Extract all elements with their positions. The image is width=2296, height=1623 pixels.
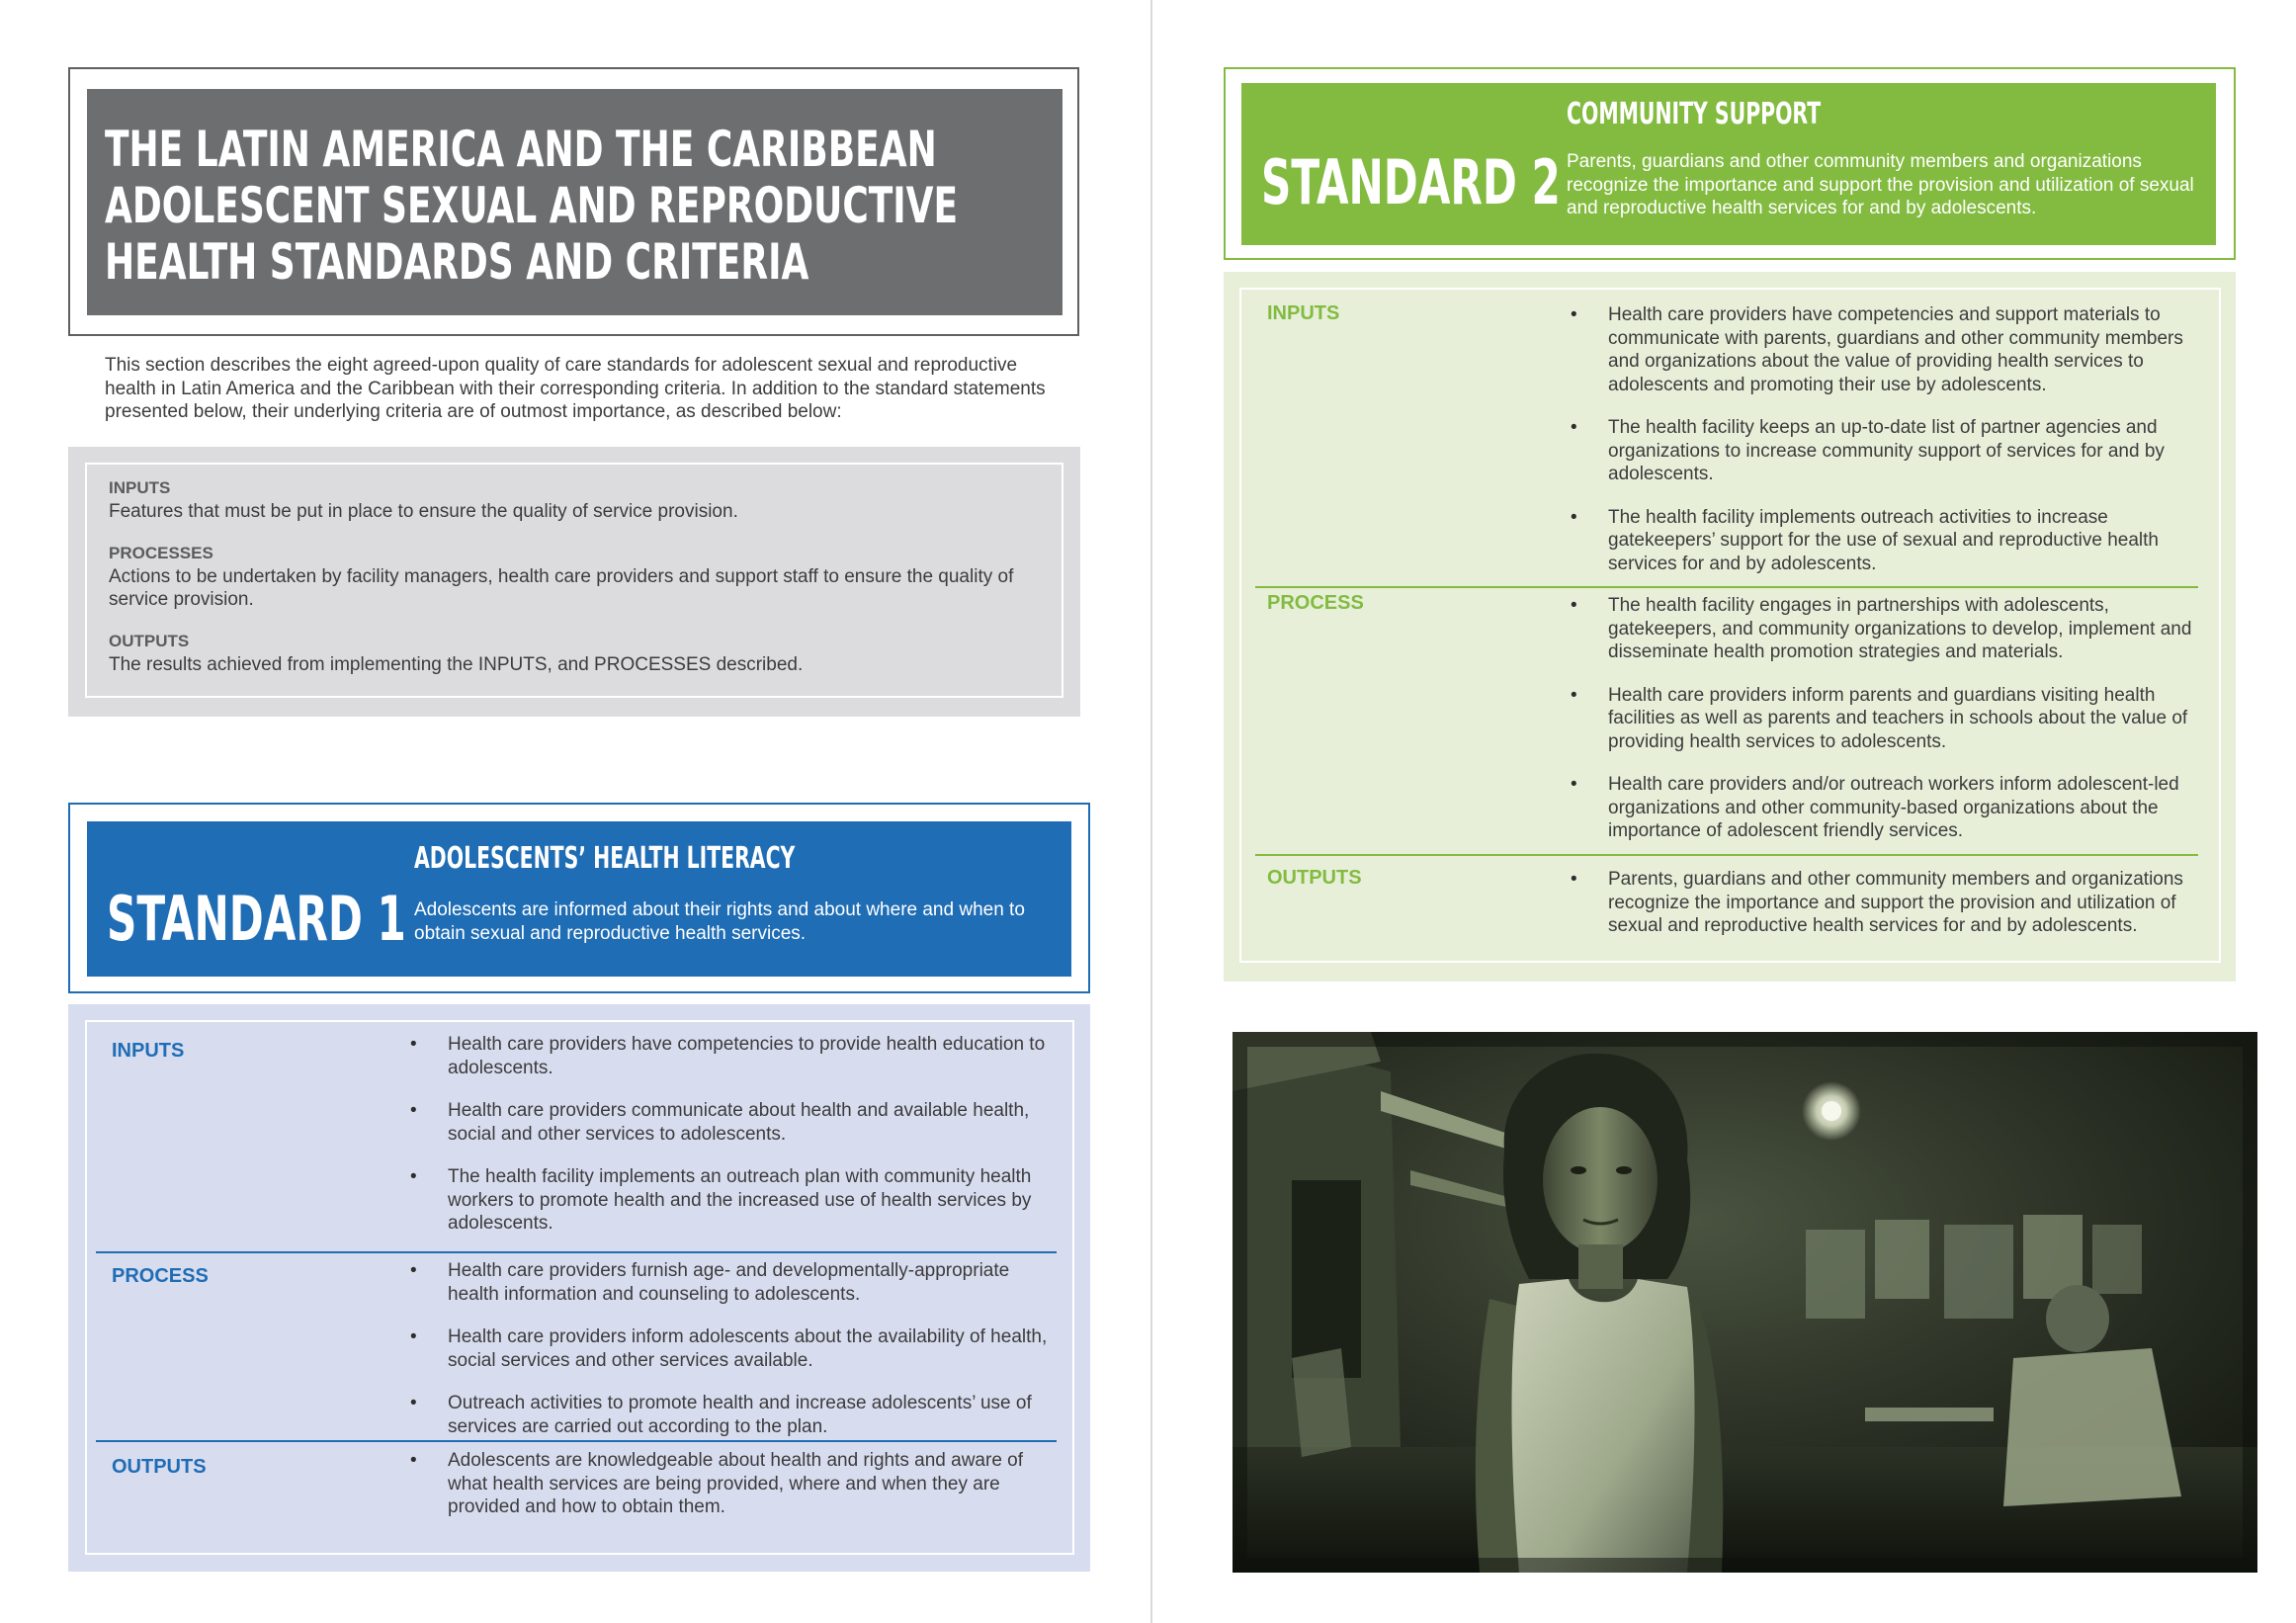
standard2-separator-1	[1255, 586, 2198, 588]
standard1-process-label: PROCESS	[112, 1265, 209, 1287]
standard1-heading: ADOLESCENTS’ HEALTH LITERACY	[414, 841, 796, 876]
bullet-icon: •	[410, 1326, 417, 1347]
list-item: • Health care providers inform parents and guardians visiting health facilities as well as parents and teachers in schools about the value of providing health services to adolescents.	[1571, 684, 2188, 752]
title-banner	[87, 89, 1063, 315]
bullet-icon: •	[410, 1100, 417, 1121]
standard1-separator-1	[96, 1251, 1057, 1253]
bullet-icon: •	[410, 1450, 417, 1471]
standard1-number: STANDARD 1	[107, 883, 406, 955]
page-spine-divider	[1150, 0, 1152, 1623]
bullet-icon: •	[1571, 506, 1577, 528]
standard1-description: Adolescents are informed about their rights and about where and when to obtain sexual and reproductive health services.	[414, 899, 1025, 944]
list-item: • Health care providers inform adolescents about the availability of health, social services and other services available.	[410, 1326, 1048, 1371]
standard2-inputs-label: INPUTS	[1267, 302, 1340, 324]
list-item: • Outreach activities to promote health and increase adolescents’ use of services are carried out according to the plan.	[410, 1393, 1032, 1437]
definition-processes-label: PROCESSES	[109, 543, 213, 562]
standard2-number: STANDARD 2	[1261, 146, 1561, 218]
bullet-icon: •	[1571, 595, 1577, 616]
intro-paragraph: This section describes the eight agreed-upon quality of care standards for adolescent sexual and reproductive health in Latin America and the Caribbean with their corresponding criteria. In addition to the standard statements presented below, their underlying criteria are of outmost importance, as described below:	[105, 355, 1046, 422]
standard1-outputs-label: OUTPUTS	[112, 1456, 207, 1478]
standard1-outputs-list	[410, 1449, 1053, 1519]
standard2-banner	[1241, 83, 2216, 245]
list-item: • Health care providers have competencies and support materials to communicate with parents, guardians and other community members and organizations about the value of providing health services to adolescents and promoting their use by adolescents.	[1571, 304, 2183, 395]
bullet-icon: •	[1571, 869, 1577, 890]
photo-girl	[1233, 1032, 2257, 1573]
bullet-icon: •	[1571, 304, 1577, 325]
standard1-inputs-label: INPUTS	[112, 1040, 185, 1062]
photo-illustration	[1233, 1032, 2257, 1573]
list-item: • The health facility implements outreach activities to increase gatekeepers’ support for the use of sexual and reproductive health services for and by adolescents.	[1571, 506, 2159, 574]
list-item: • The health facility engages in partnerships with adolescents, gatekeepers, and community organizations to develop, implement and disseminate health promotion strategies and materials.	[1571, 595, 2192, 662]
list-item: • The health facility keeps an up-to-date list of partner agencies and organizations to increase community support of services for and by adolescents.	[1571, 417, 2165, 484]
page-title: THE LATIN AMERICA AND THE CARIBBEAN ADOLESCENT SEXUAL AND REPRODUCTIVE HEALTH STANDARDS AND CRITERIA	[105, 121, 959, 291]
definition-inputs-text: Features that must be put in place to ensure the quality of service provision.	[109, 501, 738, 522]
list-item: • Health care providers and/or outreach workers inform adolescent-led organizations and other community-based organizations about the importance of adolescent friendly services.	[1571, 774, 2179, 841]
bullet-icon: •	[1571, 774, 1577, 795]
bullet-icon: •	[410, 1260, 417, 1281]
standard2-heading: COMMUNITY SUPPORT	[1567, 97, 1822, 131]
list-item: • The health facility implements an outreach plan with community health workers to promote health and the increased use of health services by adolescents.	[410, 1166, 1032, 1234]
definition-inputs-label: INPUTS	[109, 478, 171, 497]
list-item: • Parents, guardians and other community members and organizations recognize the importance and support the provision and utilization of sexual and reproductive health services for and by adolescents.	[1571, 869, 2183, 936]
standard2-inputs-list	[1571, 303, 2201, 575]
standard2-process-label: PROCESS	[1267, 592, 1364, 614]
bullet-icon: •	[1571, 684, 1577, 706]
bullet-icon: •	[410, 1393, 417, 1413]
standard2-outputs-list	[1571, 868, 2201, 938]
bullet-icon: •	[1571, 417, 1577, 438]
definition-outputs-text: The results achieved from implementing the INPUTS, and PROCESSES described.	[109, 653, 804, 675]
standard2-process-list	[1571, 594, 2201, 843]
bullet-icon: •	[410, 1166, 417, 1187]
standard1-banner	[87, 821, 1071, 977]
definition-outputs-label: OUTPUTS	[109, 631, 190, 650]
list-item: • Health care providers have competencies to provide health education to adolescents.	[410, 1034, 1046, 1078]
list-item: • Health care providers furnish age- and developmentally-appropriate health information and counseling to adolescents.	[410, 1260, 1010, 1305]
definitions-box	[85, 463, 1063, 698]
bullet-icon: •	[410, 1034, 417, 1055]
list-item: • Health care providers communicate about health and available health, social and other services to adolescents.	[410, 1100, 1030, 1145]
list-item: • Adolescents are knowledgeable about health and rights and aware of what health services are being provided, where and when they are provided and how to obtain them.	[410, 1450, 1024, 1517]
standard2-separator-2	[1255, 854, 2198, 856]
definition-processes-text: Actions to be undertaken by facility managers, health care providers and support staff to ensure the quality of service provision.	[109, 565, 1014, 610]
standard2-outputs-label: OUTPUTS	[1267, 867, 1362, 889]
standard1-inputs-list	[410, 1033, 1053, 1236]
standard1-separator-2	[96, 1440, 1057, 1442]
standard2-description: Parents, guardians and other community members and organizations recognize the importance and support the provision and utilization of sexual and reproductive health services for and by adolescents.	[1567, 151, 2194, 218]
standard1-process-list	[410, 1259, 1053, 1438]
